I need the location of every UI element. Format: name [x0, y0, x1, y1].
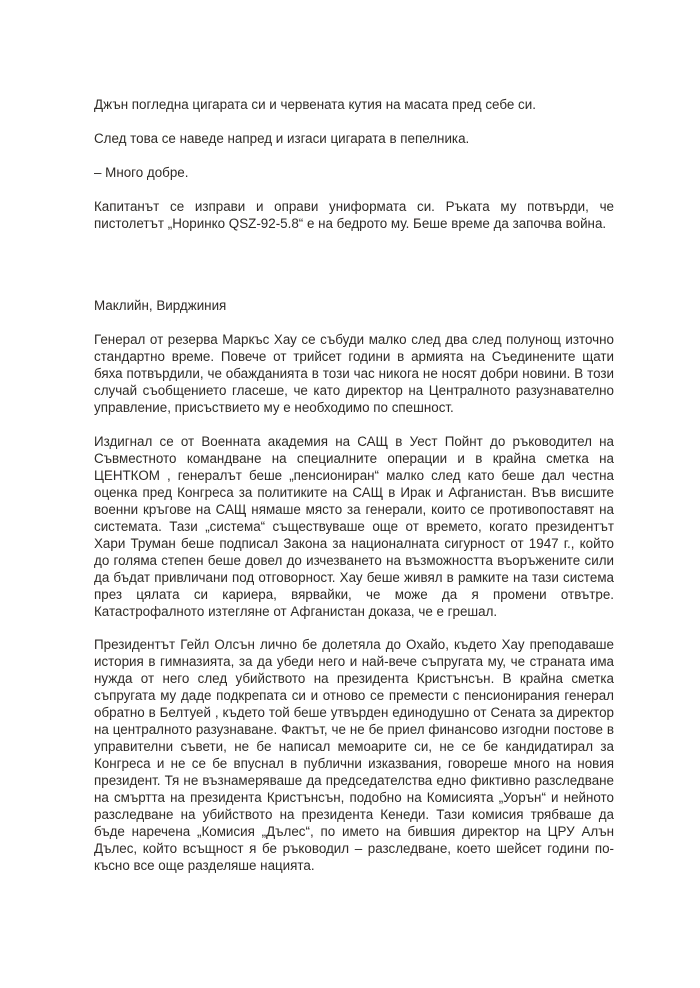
paragraph-4: Капитанът се изправи и оправи униформата си. Ръката му потвърди, че пистолетът „Норинко QSZ-92-5.8“ е на бедрото му. Беше време да започва война. [94, 199, 614, 231]
paragraph-3: – Много добре. [94, 165, 189, 180]
paragraph-7: Издигнал се от Военната академия на САЩ в Уест Пойнт до ръководител на Съвместното командване на специалните операции и в крайна сметка на ЦЕНТКОМ , генералът беше „пенсиониран“ малко след като беше дал честна оценка пред Конгреса за политиките на САЩ в Ирак и Афганистан. Във висшите военни кръгове на САЩ нямаше място за генерали, които се противопоставят на системата. Тази „система“ съществуваше още от времето, когато президентът Хари Труман беше подписал Закона за националната сигурност от 1947 г., който до голяма степен беше довел до изчезването на възможността въоръжените сили да бъдат привличани под отговорност. Хау беше живял в рамките на тази система през цялата си кариера, вярвайки, че може да я промени отвътре. Катастрофалното изтегляне от Афганистан доказа, че е грешал. [94, 434, 614, 619]
section-location-heading: Маклийн, Вирджиния [94, 298, 227, 313]
paragraph-2: След това се наведе напред и изгаси цигарата в пепелника. [94, 131, 470, 146]
paragraph-6: Генерал от резерва Маркъс Хау се събуди малко след два след полунощ източно стандартно време. Повече от трийсет години в армията на Съединените щати бяха потвърдили, че обажданията в този час никога не носят добри новини. В този случай съобщението гласеше, че като директор на Централното разузнавателно управление, присъствието му е необходимо по спешност. [94, 332, 614, 415]
paragraph-8: Президентът Гейл Олсън лично бе долетяла до Охайо, където Хау преподаваше история в гимназията, за да убеди него и най-вече съпругата му, че страната има нужда от него след убийството на президента Кристънсън. В крайна сметка съпругата му даде подкрепата си и отново се премести с пенсионирания генерал обратно в Белтуей , където той беше утвърден единодушно от Сената за директор на централното разузнаване. Фактът, че не бе приел финансово изгодни постове в управителни съвети, не бе написал мемоарите си, не се бе кандидатирал за Конгреса и не се бе впуснал в публични изказвания, говореше много на новия президент. Тя не възнамеряваше да председателства едно фиктивно разследване на смъртта на президента Кристънсън, подобно на Комисията „Уорън“ и нейното разследване на убийството на президента Кенеди. Тази комисия трябваше да бъде наречена „Комисия „Дълес“, по името на бившия директор на ЦРУ Алън Дълес, който всъщност я бе ръководил – разследване, което шейсет години по-късно все още разделяше нацията. [94, 637, 614, 873]
paragraph-1: Джън погледна цигарата си и червената кутия на масата пред себе си. [94, 97, 536, 112]
